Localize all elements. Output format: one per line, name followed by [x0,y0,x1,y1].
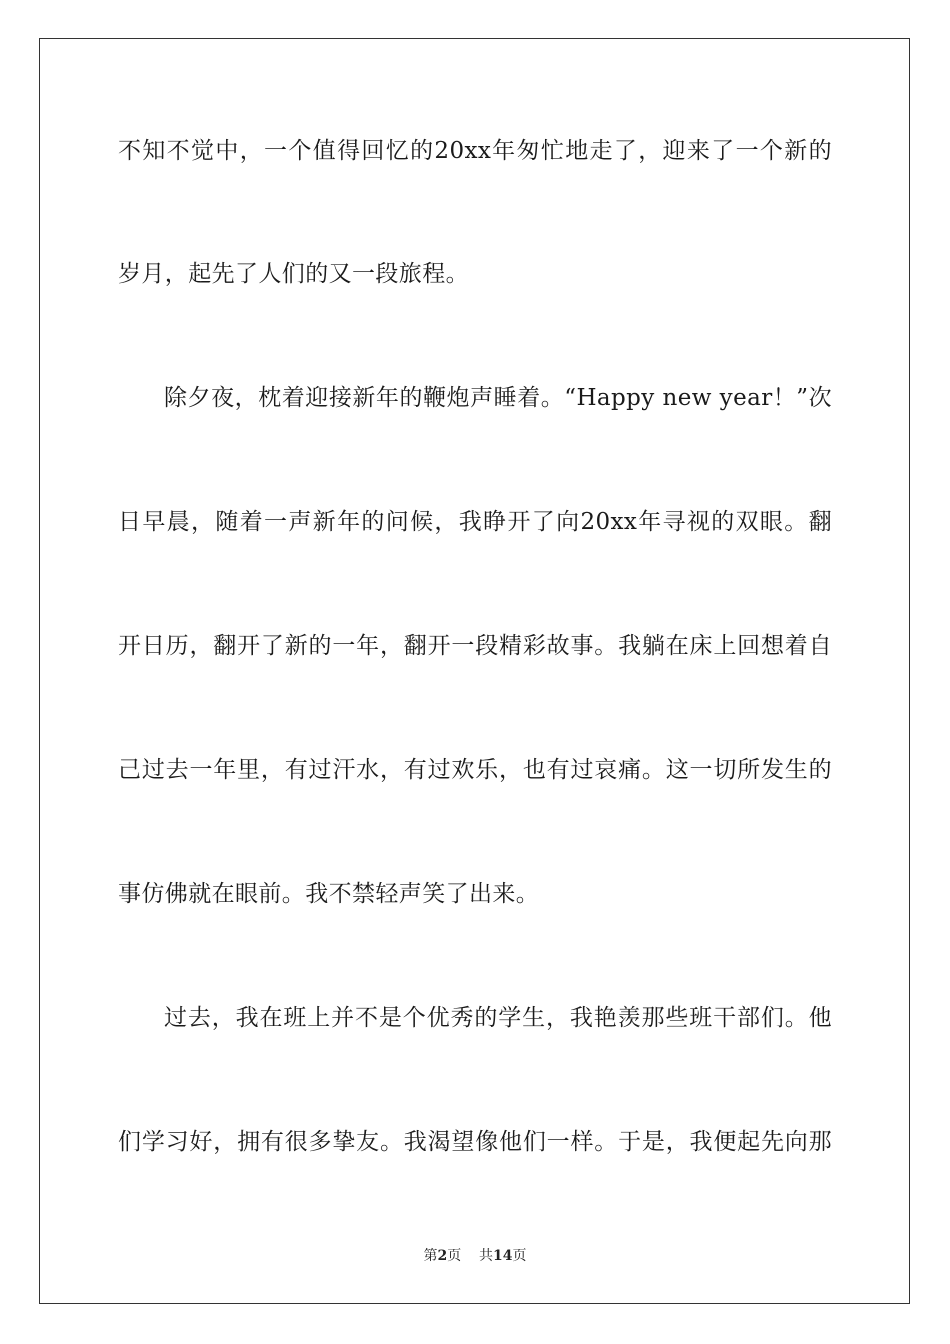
text-line-7: 事仿佛就在眼前。我不禁轻声笑了出来。 [118,881,540,907]
text-line-8: 过去，我在班上并不是个优秀的学生，我艳羡那些班干部们。他 [164,1005,832,1031]
text-line-2: 岁月，起先了人们的又一段旅程。 [118,261,469,287]
current-page-number: 2 [437,1248,448,1264]
total-page-number: 14 [493,1248,513,1264]
page-suffix: 页 [447,1248,462,1264]
page-border [39,38,910,1304]
text-line-4: 日早晨，随着一声新年的问候，我睁开了向20xx年寻视的双眼。翻 [118,509,832,535]
text-line-1: 不知不觉中，一个值得回忆的20xx年匆忙地走了，迎来了一个新的 [118,138,832,164]
text-line-5: 开日历，翻开了新的一年，翻开一段精彩故事。我躺在床上回想着自 [118,633,832,659]
text-line-6: 己过去一年里，有过汗水，有过欢乐，也有过哀痛。这一切所发生的 [118,757,832,783]
text-line-9: 们学习好，拥有很多挚友。我渴望像他们一样。于是，我便起先向那 [118,1129,832,1155]
total-suffix: 页 [512,1248,527,1264]
text-line-3: 除夕夜，枕着迎接新年的鞭炮声睡着。“Happy new year！”次 [164,385,832,411]
page-footer [0,1247,950,1265]
total-prefix: 共 [479,1248,494,1264]
page-prefix: 第 [423,1248,438,1264]
